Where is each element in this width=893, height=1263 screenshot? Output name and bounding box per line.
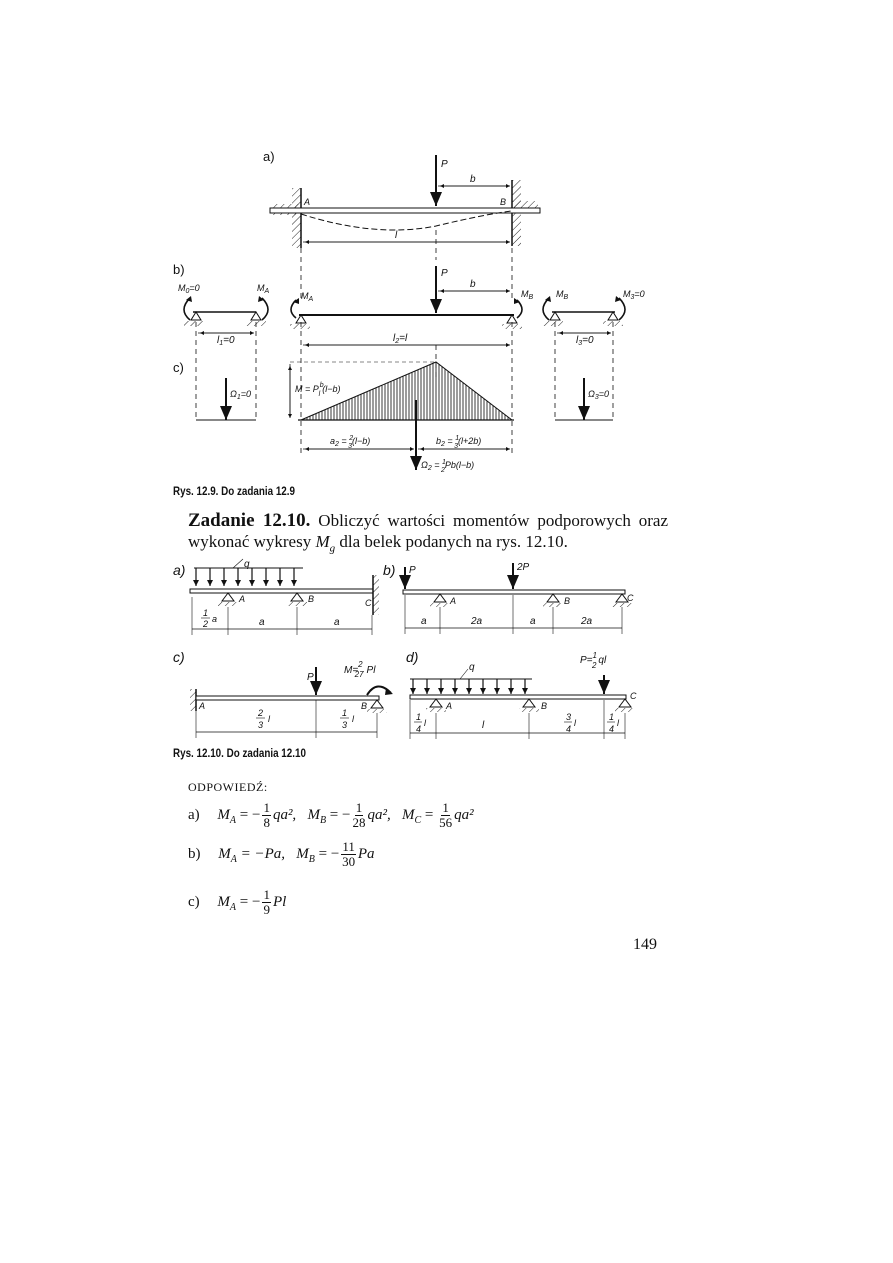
support-A-b: A: [450, 596, 457, 606]
load-P-b: P: [409, 565, 416, 576]
MB-right-label: $M_B$: [556, 289, 569, 301]
a2-label: $a_2 = ^2$ 3(l−b): [330, 435, 371, 450]
d-seg4-sym: l: [617, 718, 619, 728]
answer-b-MB-frac: $\frac{11}{30}$: [342, 839, 356, 869]
answer-a-label: a): [188, 806, 200, 823]
Om3-label: $\Omega_3=0$: [588, 389, 610, 401]
answer-c-label: c): [188, 893, 200, 910]
a-half-num: 1: [203, 608, 209, 618]
support-B-b: B: [564, 596, 571, 606]
q-label-a: q: [244, 559, 250, 570]
figure-12-10: [0, 555, 893, 755]
answer-a: [188, 801, 474, 830]
fig-10-a: [173, 559, 379, 635]
support-B-d: B: [541, 701, 548, 711]
fig-10-c: [173, 649, 393, 738]
answer-a-MC: M: [401, 806, 415, 823]
l1-label: $l_1=0$: [217, 335, 235, 347]
answer-a-MB-eq: = −: [326, 806, 351, 823]
beam-fixed-fixed: [270, 155, 540, 248]
answer-a-MC-post: qa²: [454, 806, 474, 823]
support-C-b: C: [627, 593, 634, 603]
answer-a-MB: M: [307, 806, 320, 823]
answer-a-MA: M: [217, 806, 230, 823]
task-12-10: [188, 510, 668, 559]
d-seg3-num: 3: [566, 712, 572, 722]
answer-a-MA-frac: $\frac{1}{8}$: [263, 800, 270, 830]
answer-a-MA-eq: = −: [236, 806, 261, 823]
answer-b-MB-eq: = −: [314, 845, 340, 862]
answer-b: [188, 840, 375, 869]
support-C-d: C: [630, 691, 637, 701]
moment-M-c: M=$^2$ 27 Pl: [344, 660, 376, 679]
answer-c: [188, 888, 286, 917]
M3-label: $M_3=0$: [623, 289, 645, 301]
answer-a-MB-sub: B: [319, 814, 327, 826]
panel-label-c: c): [173, 360, 184, 375]
load-P-d: P=$^1$ 2 ql: [580, 651, 607, 670]
MB-mid-label: $M_B$: [521, 289, 534, 301]
Mmax-label: $M = P^b$ l(l−b): [295, 382, 341, 398]
figure-12-10-caption: Rys. 12.10. Do zadania 12.10: [173, 746, 306, 760]
a-seg2: a: [259, 617, 265, 628]
MA-left-label: $M_A$: [257, 283, 270, 295]
moment-diagram: [196, 362, 613, 474]
beam-span-2: [290, 266, 534, 345]
answers-title: ODPOWIEDŹ:: [188, 780, 268, 794]
answer-b-MB-post: Pa: [357, 845, 375, 862]
c-seg1-sym: l: [268, 714, 270, 724]
support-A-c: A: [199, 701, 206, 711]
b-seg4: 2a: [581, 616, 593, 627]
b-seg1: a: [421, 616, 427, 627]
task-text-after: dla belek podanych na rys. 12.10.: [335, 532, 568, 551]
answer-b-MB-sub: B: [308, 853, 315, 865]
b2-label: $b_2 = ^1$ 3(l+2b): [436, 435, 482, 450]
answer-b-MB: M: [296, 845, 309, 862]
support-B-c: B: [361, 701, 368, 711]
answer-a-MB-frac: $\frac{1}{28}$: [352, 800, 366, 830]
dim-b-b-label: b: [470, 279, 476, 290]
fig-10-a-label: a): [173, 562, 186, 578]
c-seg2-sym: l: [352, 714, 354, 724]
answer-b-MA: M: [218, 845, 231, 862]
answer-a-MA-post: qa²,: [272, 806, 300, 823]
d-seg1-num: 1: [416, 712, 422, 722]
fig-10-d-label: d): [406, 649, 419, 665]
q-label-d: q: [469, 662, 475, 673]
support-A-d: A: [446, 701, 453, 711]
figure-12-9: [0, 0, 893, 500]
fig-10-d: [406, 649, 637, 739]
d-seg1-sym: l: [424, 718, 426, 728]
support-C-a: C: [365, 598, 372, 608]
dim-l-label: l: [395, 230, 398, 241]
answer-a-MA-sub: A: [229, 814, 237, 826]
load-P-b-label: P: [441, 268, 448, 279]
answer-c-MA-eq: = −: [236, 893, 261, 910]
c-seg1-num: 2: [258, 708, 264, 718]
answer-a-MC-eq: =: [421, 806, 438, 823]
panel-label-b: b): [173, 262, 185, 277]
answer-c-MA-frac: $\frac{1}{9}$: [263, 887, 270, 917]
fig-10-b: [383, 562, 634, 634]
task-title: Zadanie 12.10.: [188, 510, 311, 531]
support-B-a: B: [308, 594, 315, 604]
beam-span-1: [178, 283, 270, 347]
d-seg3-sym: l: [574, 718, 576, 728]
c-seg2-den: 3: [342, 720, 348, 730]
dim-b-label: b: [470, 174, 476, 185]
d-seg1-den: 4: [416, 724, 422, 734]
answer-c-MA-sub: A: [229, 901, 237, 913]
answer-a-MC-sub: C: [414, 814, 422, 826]
task-Mg-sub: g: [329, 542, 336, 555]
Om1-label: $\Omega_1=0$: [230, 389, 252, 401]
answer-b-label: b): [188, 845, 201, 862]
fig-10-b-label: b): [383, 562, 396, 578]
a-half-sym: a: [212, 614, 218, 624]
a-seg3: a: [334, 617, 340, 628]
answer-c-MA-post: Pl: [272, 893, 287, 910]
answer-a-MB-post: qa²,: [367, 806, 395, 823]
task-Mg: M: [315, 532, 330, 551]
page-number: 149: [633, 936, 657, 953]
d-seg3-den: 4: [566, 724, 572, 734]
support-B-label: B: [500, 197, 507, 207]
answer-b-MA-eq: = −Pa,: [236, 845, 289, 862]
d-seg4-den: 4: [609, 724, 615, 734]
l3-label: $l_3=0$: [576, 335, 594, 347]
load-P-c: P: [307, 672, 314, 683]
answer-a-MC-frac: $\frac{1}{56}$: [439, 800, 453, 830]
Om2-label: $\Omega_2 = ^1$ 2Pb(l−b): [421, 459, 475, 474]
load-P-label: P: [441, 159, 448, 170]
answer-c-MA: M: [217, 893, 230, 910]
c-seg1-den: 3: [258, 720, 264, 730]
b-seg2: 2a: [471, 616, 483, 627]
figure-12-9-caption: Rys. 12.9. Do zadania 12.9: [173, 484, 295, 498]
d-seg2: l: [482, 720, 485, 731]
support-A-label: A: [304, 197, 311, 207]
load-2P-b: 2P: [517, 562, 530, 573]
task-text-before: Obliczyć wartości momentów podporowych oraz wykonać wykresy: [188, 511, 668, 551]
M0-label: $M_0=0$: [178, 283, 200, 295]
support-A-a: A: [239, 594, 246, 604]
l2-label: $l_2=l$: [393, 333, 408, 345]
d-seg4-num: 1: [609, 712, 615, 722]
fig-10-c-label: c): [173, 649, 185, 665]
MA-mid-label: $M_A$: [301, 291, 314, 303]
c-seg2-num: 1: [342, 708, 348, 718]
panel-label-a: a): [263, 149, 275, 164]
answer-b-MA-sub: A: [230, 853, 237, 865]
a-half-den: 2: [203, 619, 209, 629]
b-seg3: a: [530, 616, 536, 627]
beam-span-3: [543, 289, 645, 347]
